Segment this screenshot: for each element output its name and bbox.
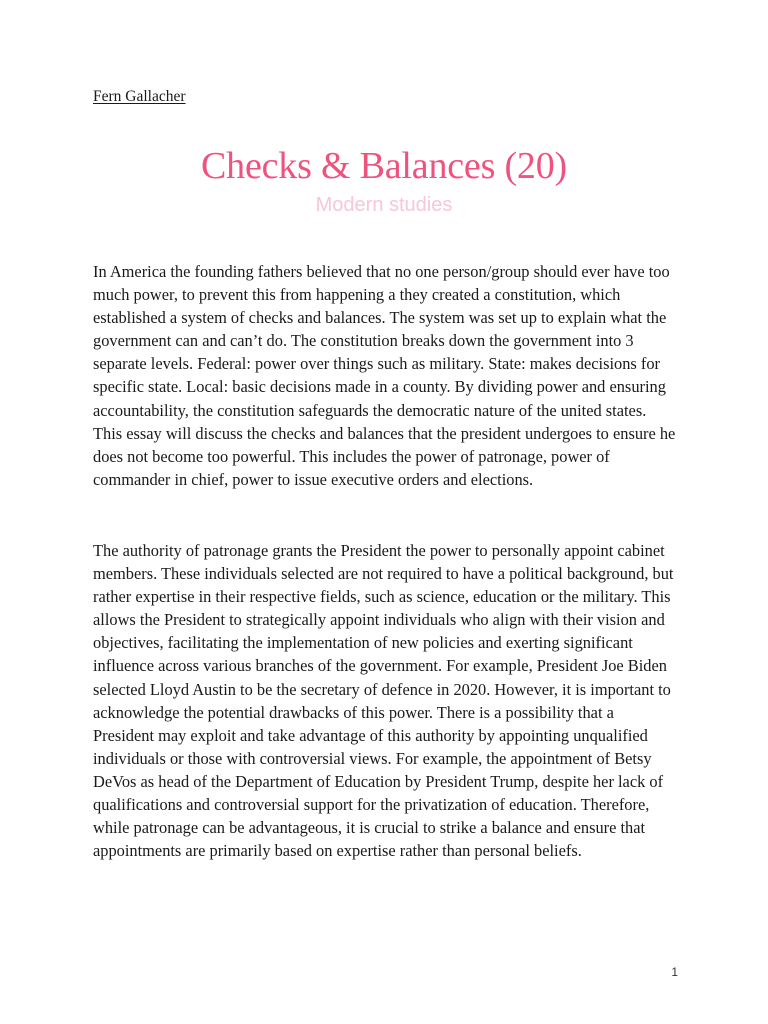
document-subtitle: Modern studies (315, 194, 453, 216)
body-paragraph-intro: In America the founding fathers believed that no one person/group should ever have too much power, to prevent this from happening a they created a constitution, which established a system of checks and balances. The system was set up to explain what the government can and can’t do. The constitution breaks down the government into 3 separate levels. Federal: power over things such as military. State: makes decisions for specific state. Local: basic decisions made in a county. By dividing power and ensuring accountability, the constitution safeguards the democratic nature of the united states. This essay will discuss the checks and balances that the president undergoes to ensure he does not become too powerful. This includes the power of patronage, power of commander in chief, power to issue executive orders and elections. (93, 262, 676, 489)
page-number: 1 (671, 965, 678, 979)
author-name: Fern Gallacher (93, 88, 186, 105)
body-paragraph-patronage: The authority of patronage grants the President the power to personally appoint cabinet members. These individuals selected are not required to have a political background, but rather expertise in their respective fields, such as science, education or the military. This allows the President to strategically appoint individuals who align with their vision and objectives, facilitating the implementation of new policies and exerting significant influence across various branches of the government. For example, President Joe Biden selected Lloyd Austin to be the secretary of defence in 2020. However, it is important to acknowledge the potential drawbacks of this power. There is a possibility that a President may exploit and take advantage of this authority by appointing unqualified individuals or those with controversial views. For example, the appointment of Betsy DeVos as head of the Department of Education by President Trump, despite her lack of qualifications and controversial support for the privatization of education. Therefore, while patronage can be advantageous, it is crucial to strike a balance and ensure that appointments are primarily based on expertise rather than personal beliefs. (93, 541, 674, 861)
document-title: Checks & Balances (20) (201, 145, 567, 187)
